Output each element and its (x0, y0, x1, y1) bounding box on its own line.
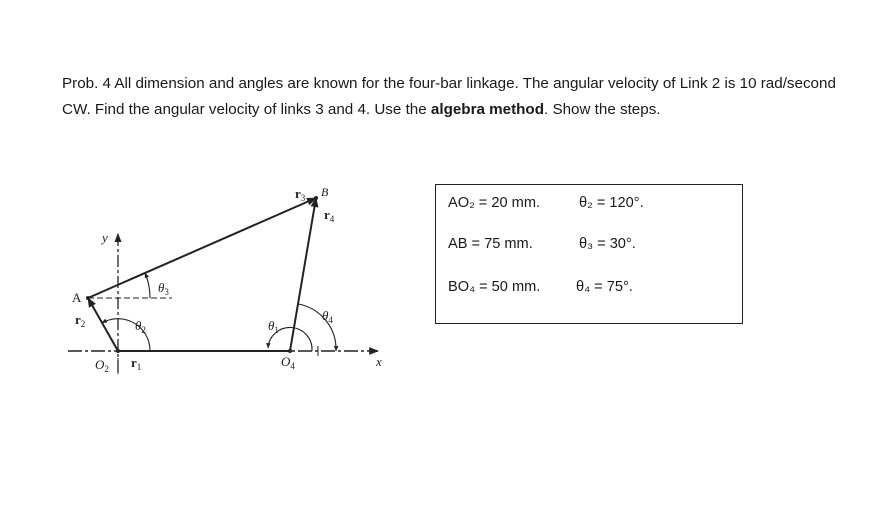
given-ao2: AO₂ = 20 mm. (448, 195, 541, 211)
label-r3: $r_3$ (295, 186, 306, 203)
label-b: B (321, 185, 329, 199)
label-theta2: $\theta_2$ (135, 318, 146, 335)
label-a: A (72, 290, 82, 305)
label-x: x (376, 354, 382, 369)
label-o4: $O_4$ (281, 354, 295, 371)
label-theta3: $\theta_3$ (158, 280, 169, 297)
pivot-o2 (116, 349, 120, 353)
given-bo4: BO₄ = 50 mm. (448, 279, 541, 295)
link-r2 (88, 298, 118, 351)
problem-text-2: . Show the steps. (544, 101, 661, 118)
problem-text-1: Prob. 4 All dimension and angles are known for the four-bar linkage. The angular velocity of Link 2 is 10 rad/second CW. Find the angular velocity of links 3 and 4. Use the (62, 75, 836, 118)
label-theta1: $\theta_1$ (268, 318, 279, 335)
label-y: y (102, 230, 108, 245)
given-theta3: θ₃ = 30°. (579, 236, 636, 252)
given-ab: AB = 75 mm. (448, 236, 533, 252)
joint-a (86, 296, 90, 300)
label-r4: $r_4$ (324, 207, 335, 224)
pivot-o4 (288, 349, 292, 353)
theta4-arc (298, 304, 336, 351)
label-r2: $r_2$ (75, 312, 86, 329)
label-r1: $r_1$ (131, 355, 142, 372)
problem-bold-text: algebra method (430, 101, 544, 118)
label-theta4: $\theta_4$ (322, 308, 333, 325)
theta3-arc (145, 273, 150, 298)
given-values-box (435, 184, 743, 324)
joint-b (314, 196, 318, 200)
given-theta2: θ₂ = 120°. (579, 195, 644, 211)
label-o2: $O_2$ (95, 357, 109, 374)
given-theta4: θ₄ = 75°. (576, 279, 633, 295)
link-r3 (88, 198, 316, 298)
